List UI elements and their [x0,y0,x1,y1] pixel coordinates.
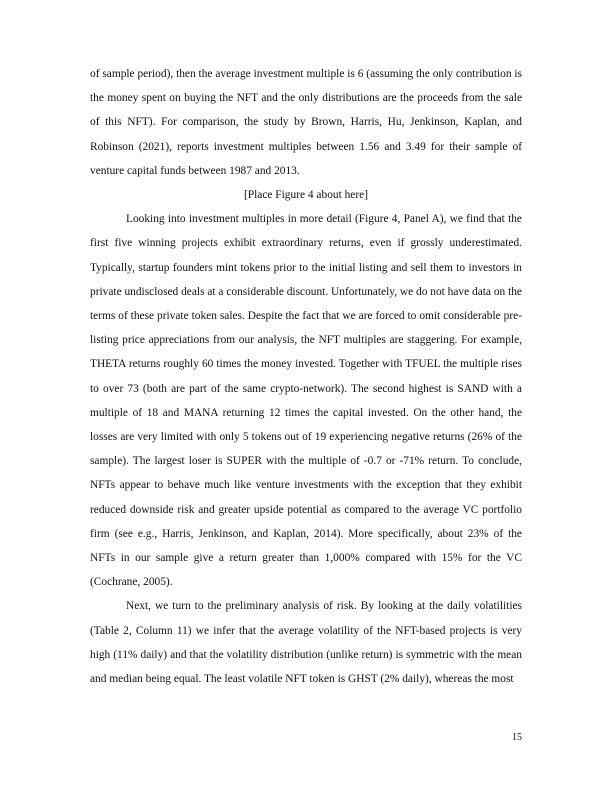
page-number: 15 [512,732,522,743]
paragraph-risk-analysis: Next, we turn to the preliminary analysis of risk. By looking at the daily volatilities (Table 2, Column 11) we infer that the average volatility of the NFT-based projects is very high (11% daily) and that the volatility distribution (unlike return) is symmetric with the mean and median being equal. The least volatile NFT token is GHST (2% daily), whereas the most [90,600,522,686]
paragraph-investment-multiples: Looking into investment multiples in more detail (Figure 4, Panel A), we find that the first five winning projects exhibit extraordinary returns, even if grossly underestimated. Typically, startup founders mint tokens prior to the initial listing and sell them to investors in private undisclosed deals at a considerable discount. Unfortunately, we do not have data on the terms of these private token sales. Despite the fact that we are forced to omit considerable pre-listing price appreciations from our analysis, the NFT multiples are staggering. For example, THETA returns roughly 60 times the money invested. Together with TFUEL the multiple rises to over 73 (both are part of the same crypto-network). The second highest is SAND with a multiple of 18 and MANA returning 12 times the capital invested. On the other hand, the losses are very limited with only 5 tokens out of 19 experiencing negative returns (26% of the sample). The largest loser is SUPER with the multiple of -0.7 or -71% return. To conclude, NFTs appear to behave much like venture investments with the exception that they exhibit reduced downside risk and greater upside potential as compared to the average VC portfolio firm (see e.g., Harris, Jenkinson, and Kaplan, 2014). More specifically, about 23% of the NFTs in our sample give a return greater than 1,000% compared with 15% for the VC (Cochrane, 2005). [90,213,522,589]
figure-placeholder: [Place Figure 4 about here] [244,189,368,202]
paragraph-continued: of sample period), then the average investment multiple is 6 (assuming the only contribution is the money spent on buying the NFT and the only distributions are the proceeds from the sale of this NFT). For comparison, the study by Brown, Harris, Hu, Jenkinson, Kaplan, and Robinson (2021), reports investment multiples between 1.56 and 3.49 for their sample of venture capital funds between 1987 and 2013. [90,68,522,177]
page-body [90,62,522,691]
